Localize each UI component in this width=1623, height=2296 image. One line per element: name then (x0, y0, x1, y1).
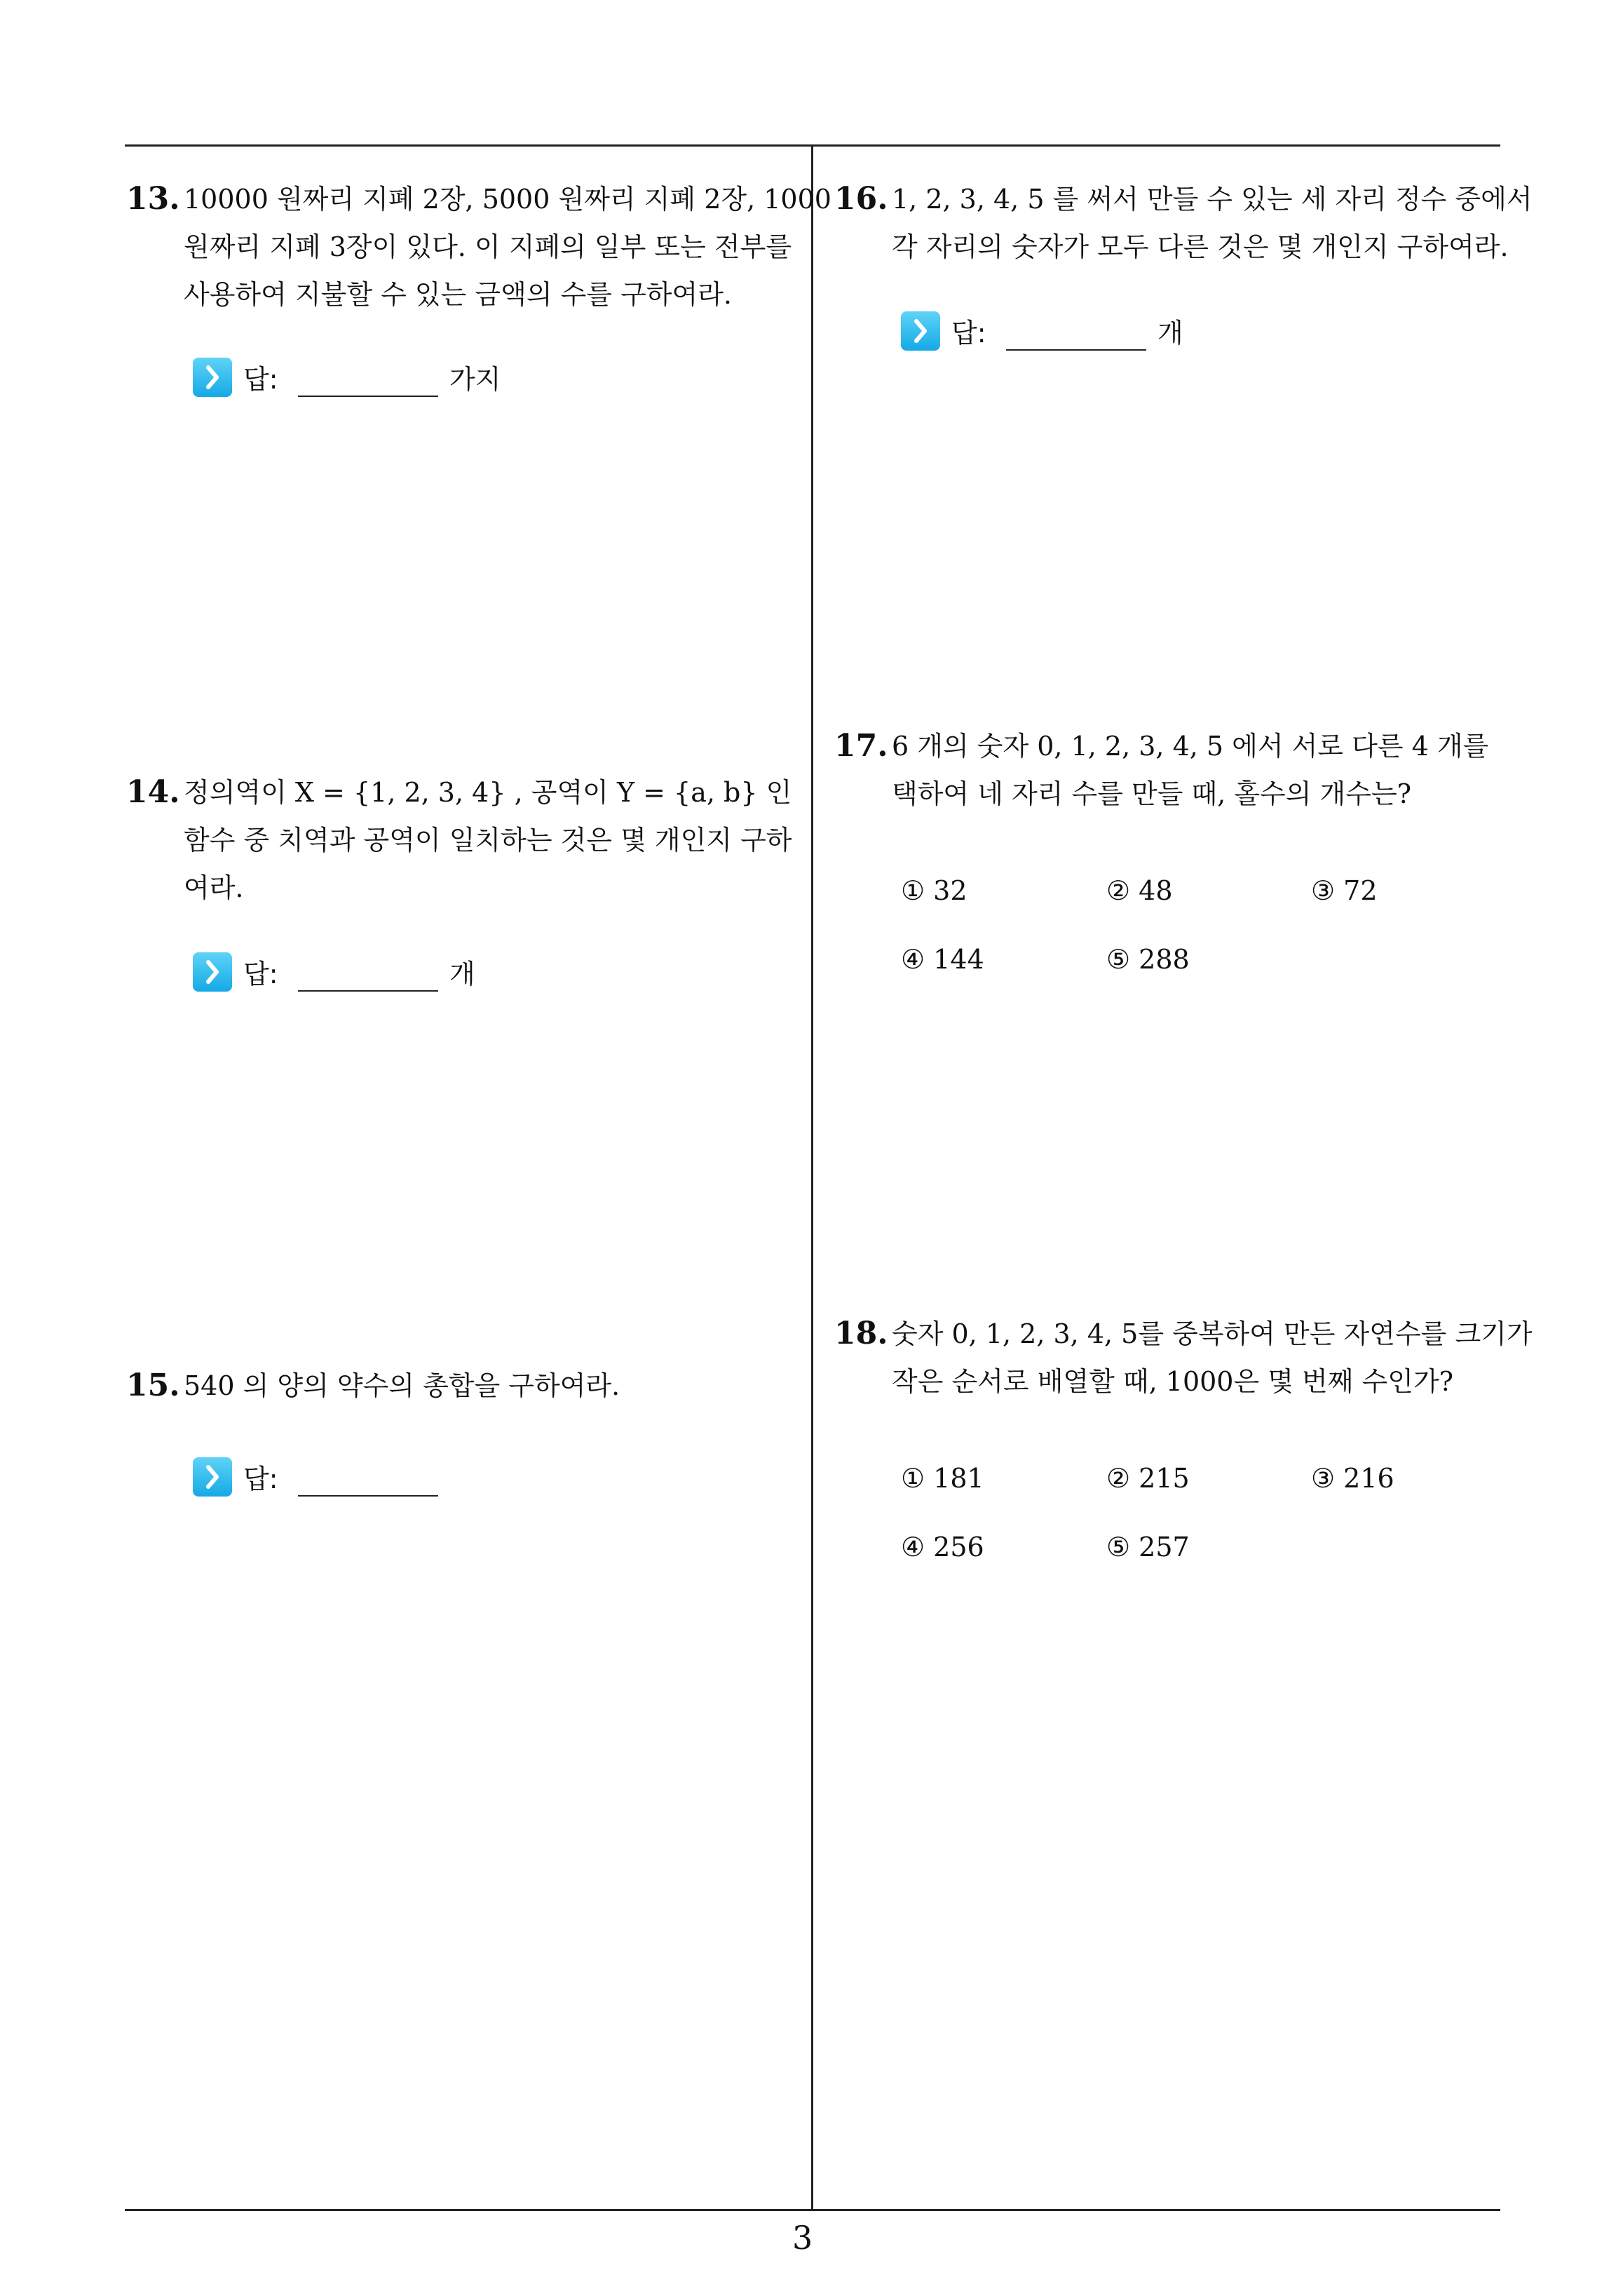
question-text-line: 1, 2, 3, 4, 5 를 써서 만들 수 있는 세 자리 정수 중에서 (892, 184, 1533, 215)
answer-blank[interactable] (298, 396, 438, 397)
choice-option[interactable]: ② 48 (1106, 875, 1173, 906)
question-text-line: 사용하여 지불할 수 있는 금액의 수를 구하여라. (184, 279, 733, 310)
choice-option[interactable]: ⑤ 257 (1106, 1532, 1190, 1562)
answer-field-14[interactable] (193, 948, 508, 990)
answer-blank[interactable] (1006, 349, 1146, 351)
chevron-right-icon (901, 311, 940, 351)
answer-unit: 개 (1157, 318, 1183, 349)
question-number: 14. (126, 774, 180, 810)
question-text-line: 함수 중 치역과 공역이 일치하는 것은 몇 개인지 구하 (184, 825, 792, 856)
answer-label: 답: (243, 364, 278, 395)
question-text-line: 10000 원짜리 지폐 2장, 5000 원짜리 지폐 2장, 1000 (184, 184, 831, 215)
question-number: 17. (834, 728, 888, 764)
choice-option[interactable]: ⑤ 288 (1106, 944, 1190, 975)
choice-option[interactable]: ① 181 (901, 1463, 984, 1494)
answer-blank[interactable] (298, 990, 438, 992)
question-text-line: 택하여 네 자리 수를 만들 때, 홀수의 개수는? (892, 778, 1412, 809)
choice-option[interactable]: ③ 216 (1311, 1463, 1394, 1494)
chevron-right-icon (193, 358, 232, 397)
question-text-line: 원짜리 지폐 3장이 있다. 이 지폐의 일부 또는 전부를 (184, 231, 792, 262)
question-number: 13. (126, 181, 180, 217)
question-number: 18. (834, 1316, 888, 1351)
chevron-right-icon (193, 952, 232, 992)
page-number: 3 (792, 2219, 813, 2257)
answer-field-13[interactable] (193, 353, 508, 396)
column-divider (811, 144, 813, 2210)
choice-option[interactable]: ③ 72 (1311, 875, 1378, 906)
choice-option[interactable]: ④ 144 (901, 944, 984, 975)
question-text-line: 540 의 양의 약수의 총합을 구하여라. (184, 1370, 620, 1401)
question-number: 15. (126, 1368, 180, 1403)
question-text-line: 각 자리의 숫자가 모두 다른 것은 몇 개인지 구하여라. (892, 231, 1509, 262)
question-text-line: 작은 순서로 배열할 때, 1000은 몇 번째 수인가? (892, 1366, 1454, 1397)
choice-option[interactable]: ④ 256 (901, 1532, 984, 1562)
question-text-line: 6 개의 숫자 0, 1, 2, 3, 4, 5 에서 서로 다른 4 개를 (892, 731, 1489, 762)
question-text-line: 숫자 0, 1, 2, 3, 4, 5를 중복하여 만든 자연수를 크기가 (892, 1318, 1533, 1349)
answer-label: 답: (243, 1464, 278, 1494)
answer-label: 답: (243, 959, 278, 990)
question-text-line: 여라. (184, 872, 244, 903)
answer-unit: 개 (449, 959, 475, 990)
choice-option[interactable]: ① 32 (901, 875, 967, 906)
answer-label: 답: (951, 318, 986, 349)
choice-option[interactable]: ② 215 (1106, 1463, 1190, 1494)
answer-field-15[interactable] (193, 1453, 508, 1495)
question-text-line: 정의역이 X = {1, 2, 3, 4} , 공역이 Y = {a, b} 인 (184, 777, 792, 808)
bottom-rule (125, 2209, 1500, 2211)
chevron-right-icon (193, 1457, 232, 1497)
answer-blank[interactable] (298, 1495, 438, 1497)
answer-unit: 가지 (449, 364, 501, 395)
question-number: 16. (834, 181, 888, 217)
answer-field-16[interactable] (901, 307, 1216, 349)
